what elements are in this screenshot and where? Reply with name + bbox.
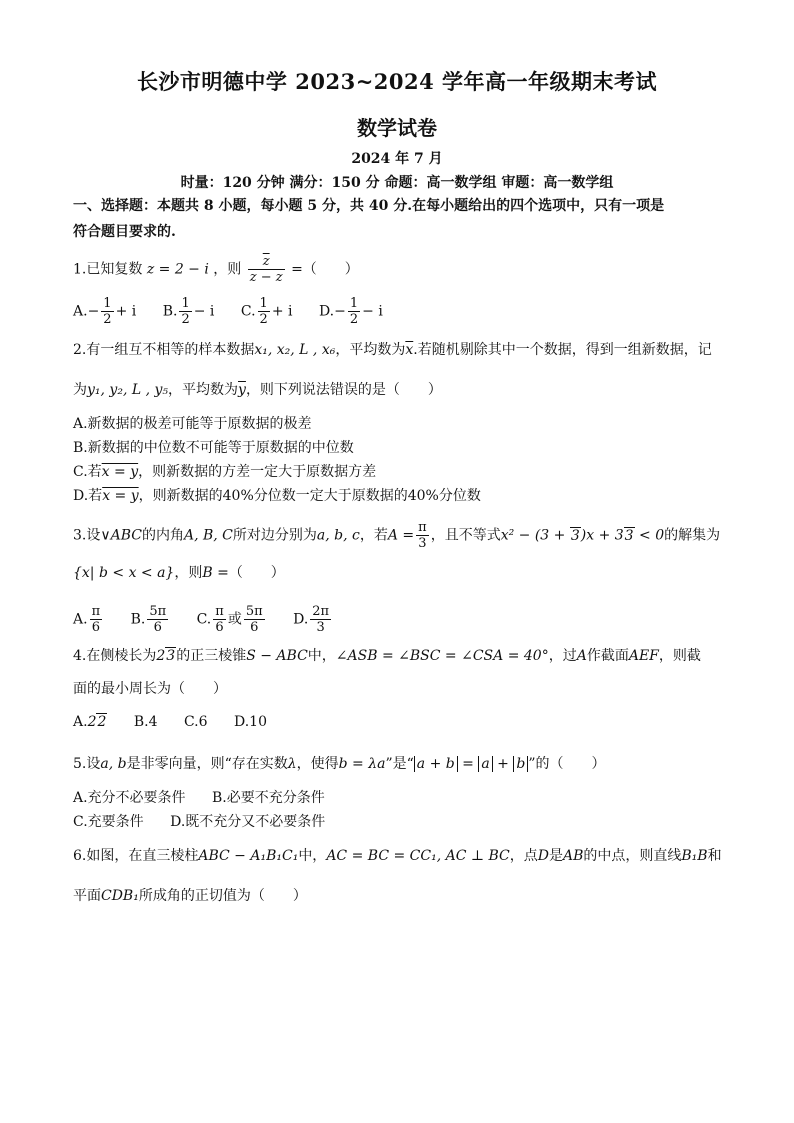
q3-opt-b-label: B. — [130, 611, 146, 628]
q3-option-c[interactable] — [197, 604, 267, 635]
question-2-stem-cont — [73, 380, 442, 400]
q3-opt-d-den: 3 — [316, 620, 325, 635]
question-3-stem — [73, 520, 720, 551]
q2-opt-c-eq: x = y — [101, 464, 139, 480]
q6-B1B: B₁B — [681, 848, 708, 864]
q1-opt-c-num: 1 — [259, 296, 268, 311]
question-2-stem — [73, 340, 712, 360]
q1-option-d[interactable] — [319, 296, 383, 327]
q2-option-d[interactable] — [73, 486, 481, 506]
q3-opt-c-num2: 5π — [245, 604, 263, 619]
q1-opt-c-frac — [258, 296, 270, 327]
q1-option-a[interactable] — [73, 296, 136, 327]
q4-sqrt: 3 — [166, 648, 176, 664]
q1-frac-den: z − z — [249, 270, 283, 285]
q2-opt-c-b: ，则新数据的方差一定大于原数据方差 — [138, 464, 377, 480]
q3-text-b: 的内角 — [141, 527, 184, 544]
q5-text-b: 是非零向量，则“存在实数 — [126, 756, 288, 772]
q1-opt-b-num: 1 — [181, 296, 190, 311]
q5-text: 5.设 — [73, 756, 101, 772]
question-5-options-row2 — [73, 812, 347, 832]
q3-text-g: ，则 — [174, 565, 203, 581]
q4-opt-a-sqrt: 2 — [97, 714, 107, 730]
q3-opt-b-num: 5π — [149, 604, 167, 619]
q3-option-a[interactable] — [73, 604, 104, 635]
q1-opt-d-frac — [348, 296, 360, 327]
question-5-stem — [73, 754, 606, 774]
q5-text-c: ，使得 — [296, 756, 339, 772]
q3-opt-c-frac2 — [244, 604, 265, 635]
q5-abs-b: b — [513, 756, 528, 772]
q3-ineq-c: < 0 — [634, 527, 665, 544]
q2-ybar: $\overline{y}$ — [238, 382, 246, 398]
q2-option-a[interactable]: A.新数据的极差可能等于原数据的极差 — [73, 416, 312, 432]
q4-text-f: ，则截 — [658, 648, 701, 664]
q1-frac-num: $\overline{z}$ — [248, 254, 285, 270]
q3-opt-a-den: 6 — [91, 620, 100, 635]
q1-fraction — [248, 254, 285, 285]
q1-text: 1.已知复数 — [73, 261, 143, 278]
q5-option-d[interactable]: D.既不充分又不必要条件 — [170, 814, 326, 830]
q4-text-b: 的正三棱锥 — [176, 648, 247, 664]
q4-opt-a-val: 2 — [87, 714, 97, 730]
question-4-stem-cont: 面的最小周长为（ ） — [73, 681, 227, 697]
q1-opt-d-num: 1 — [349, 296, 359, 311]
exam-title: 长沙市明德中学 2023~2024 学年高一年级期末考试 — [136, 69, 658, 94]
q1-opt-a-label: A. — [73, 303, 88, 320]
q1-opt-a-den: 2 — [103, 312, 112, 327]
q3-opt-c-num1: π — [215, 604, 224, 619]
q4-A: A — [576, 648, 587, 664]
q3-opt-b-den: 6 — [153, 620, 162, 635]
q2-opt-d-a: D.若 — [73, 488, 103, 504]
q4-text-c: 中， — [307, 648, 336, 664]
q2-opt-c-a: C.若 — [73, 464, 102, 480]
q6-text-f: 和 — [707, 848, 722, 864]
q4-angles: ∠ASB = ∠BSC = ∠CSA = 40° — [335, 648, 549, 664]
question-3-stem-cont — [73, 563, 285, 583]
q5-abs-a: a — [478, 756, 492, 772]
q2-option-b[interactable]: B.新数据的中位数不可能等于原数据的中位数 — [73, 440, 354, 456]
q3-B: B = — [202, 565, 229, 581]
q5-text-e: ”的（ ） — [528, 756, 606, 772]
q3-text-f: 的解集为 — [664, 527, 721, 544]
q3-option-d[interactable] — [293, 604, 333, 635]
q3-opt-b-frac — [147, 604, 168, 635]
question-4-stem — [73, 646, 701, 666]
q5-lambda: λ — [287, 756, 297, 772]
q5-abs-sum: a + b — [414, 756, 458, 772]
q6-text-g: 平面 — [73, 888, 101, 904]
q6-text-b: 中， — [298, 848, 327, 864]
q3-three: 3 — [418, 536, 427, 551]
q5-option-a[interactable]: A.充分不必要条件 — [73, 790, 186, 806]
q4-text: 4.在侧棱长为 — [73, 648, 157, 664]
q5-option-c[interactable]: C.充要条件 — [73, 814, 144, 830]
q1-opt-c-label: C. — [240, 303, 256, 320]
q1-text-c: =（ ） — [291, 261, 359, 278]
q3-opt-d-num: 2π — [312, 604, 330, 619]
question-6-stem-cont — [73, 886, 307, 906]
q1-opt-c-den: 2 — [259, 312, 268, 327]
question-6-stem — [73, 846, 722, 866]
q1-opt-b-label: B. — [162, 303, 178, 320]
q3-opt-c-or: 或 — [227, 611, 242, 628]
section-heading-cont: 符合题目要求的. — [73, 224, 176, 240]
q3-A: A = — [387, 527, 415, 544]
q4-AEF: AEF — [628, 648, 659, 664]
q3-sqrt3: 3 — [570, 527, 580, 544]
q6-prism: ABC − A₁B₁C₁ — [198, 848, 299, 864]
question-4-options — [73, 712, 289, 732]
q2-opt-d-b: ，则新数据的40%分位数一定大于原数据的40%分位数 — [138, 488, 481, 504]
q3-opt-c-den1: 6 — [215, 620, 224, 635]
exam-date: 2024 年 7 月 — [351, 151, 443, 167]
q2-text-b: ，平均数为 — [335, 342, 406, 358]
question-1-stem — [73, 254, 359, 285]
q1-opt-d-tail: − i — [362, 303, 383, 320]
q6-text-h: 所成角的正切值为（ ） — [138, 888, 307, 904]
q1-opt-a-tail: + i — [115, 303, 137, 320]
q3-pi-over-3 — [416, 520, 429, 551]
q3-opt-c-den2: 6 — [250, 620, 259, 635]
q4-option-a[interactable] — [73, 712, 107, 732]
q6-text: 6.如图，在直三棱柱 — [73, 848, 199, 864]
q4-text-e: 作截面 — [586, 648, 629, 664]
q3-opt-a-frac — [90, 604, 103, 635]
q2-text-e: ，平均数为 — [168, 382, 239, 398]
q3-text: 3.设 — [73, 527, 101, 544]
q5-text-d: ”是“ — [385, 756, 414, 772]
question-1-options — [73, 296, 405, 327]
q3-option-b[interactable] — [131, 604, 171, 635]
q1-opt-a-sign: − — [87, 303, 100, 320]
q1-option-b[interactable] — [163, 296, 215, 327]
q1-equation: z = 2 − i — [146, 261, 209, 278]
q2-text: 2.有一组互不相等的样本数据 — [73, 342, 255, 358]
q3-text-c: 所对边分别为 — [232, 527, 317, 544]
q1-opt-d-sign: − — [334, 303, 346, 320]
q4-text-d: ，过 — [548, 648, 577, 664]
q1-opt-a-frac — [101, 296, 113, 327]
q3-sides: a, b, c — [316, 527, 360, 544]
q4-option-b[interactable]: B.4 — [133, 714, 158, 730]
q3-text-e: ，且不等式 — [430, 527, 501, 544]
q6-AB: AB — [562, 848, 584, 864]
q1-opt-c-tail: + i — [271, 303, 293, 320]
q1-opt-b-den: 2 — [181, 312, 190, 327]
q1-text-b: ，则 — [213, 261, 242, 278]
q1-opt-b-tail: − i — [193, 303, 215, 320]
q4-option-d[interactable]: D.10 — [234, 714, 267, 730]
q2-opt-d-eq: x = y — [102, 488, 139, 504]
q6-D: D — [537, 848, 549, 864]
q1-opt-b-frac — [179, 296, 191, 327]
q2-text-d: 为 — [73, 382, 87, 398]
exam-subtitle: 数学试卷 — [357, 116, 437, 140]
q3-opt-c-label: C. — [196, 611, 212, 628]
q3-opt-d-frac — [310, 604, 331, 635]
q6-text-c: ，点 — [509, 848, 538, 864]
q3-angles: A, B, C — [183, 527, 233, 544]
q4-opt-a-label: A. — [73, 714, 88, 730]
q3-ineq-b: )x + 3 — [580, 527, 624, 544]
q5-plus: + — [497, 756, 509, 772]
q3-ineq-a: x² − (3 + — [500, 527, 570, 544]
q6-text-e: 的中点，则直线 — [583, 848, 682, 864]
q6-condition: AC = BC = CC₁, AC ⊥ BC — [326, 848, 510, 864]
q3-opt-d-label: D. — [293, 611, 309, 628]
q3-opt-a-num: π — [91, 604, 101, 619]
q2-text-f: ，则下列说法错误的是（ ） — [245, 382, 442, 398]
q2-text-c: .若随机剔除其中一个数据，得到一组新数据，记 — [413, 342, 712, 358]
q4-pyramid: S − ABC — [246, 648, 308, 664]
q3-text-d: ，若 — [359, 527, 388, 544]
exam-info: 时量：120 分钟 满分：150 分 命题：高一数学组 审题：高一数学组 — [180, 175, 614, 191]
question-3-options — [73, 604, 355, 635]
q1-opt-d-label: D. — [318, 303, 335, 320]
q3-opt-c-frac1 — [213, 604, 226, 635]
question-5-options-row1 — [73, 788, 347, 808]
q1-opt-d-den: 2 — [349, 312, 359, 327]
q1-option-c[interactable] — [241, 296, 293, 327]
q3-pi: π — [418, 520, 427, 535]
q5-eq: = — [462, 756, 474, 772]
q1-opt-a-num: 1 — [103, 296, 112, 311]
q3-opt-a-label: A. — [73, 611, 88, 628]
q5-vectors: a, b — [100, 756, 127, 772]
q5-option-b[interactable]: B.必要不充分条件 — [212, 790, 325, 806]
section-heading: 一、选择题：本题共 8 小题，每小题 5 分，共 40 分.在每小题给出的四个选项中，只有一项是 — [73, 198, 665, 214]
q3-triangle: ∨ABC — [100, 527, 142, 544]
q2-yvars: y₁, y₂, L , y₅ — [87, 382, 169, 398]
q4-len: 2 — [156, 648, 166, 664]
q2-option-c[interactable] — [73, 462, 376, 482]
q4-option-c[interactable]: C.6 — [183, 714, 208, 730]
q6-text-d: 是 — [548, 848, 563, 864]
q3-set: {x| b < x < a} — [73, 565, 175, 581]
q3-sqrt3-b: 3 — [624, 527, 634, 544]
q2-xbar: $\overline{x}$ — [405, 342, 414, 358]
q5-equation: b = λa — [338, 756, 386, 772]
q3-text-h: （ ） — [228, 565, 285, 581]
q2-vars: x₁, x₂, L , x₆ — [254, 342, 336, 358]
q6-plane: CDB₁ — [101, 888, 139, 904]
